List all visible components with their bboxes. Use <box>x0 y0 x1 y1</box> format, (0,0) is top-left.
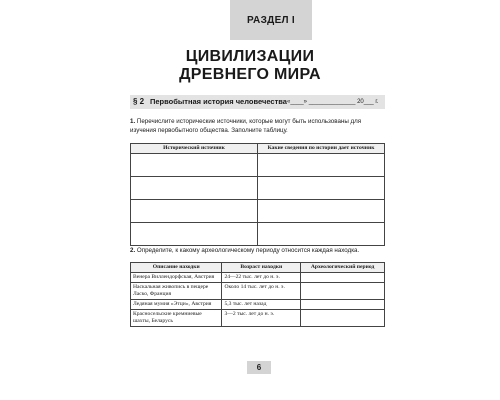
finding-description: Венера Виллендорфская, Австрия <box>131 273 222 283</box>
finding-period-answer[interactable] <box>301 300 385 310</box>
task2-text <box>130 247 386 256</box>
section-label: РАЗДЕЛ I <box>230 0 312 40</box>
finding-period-answer[interactable] <box>301 273 385 283</box>
table1-cell[interactable] <box>258 177 385 200</box>
table1-cell[interactable] <box>131 223 258 246</box>
chapter-title-line2: ДРЕВНЕГО МИРА <box>179 66 321 83</box>
table2-header-period: Археологический период <box>301 263 385 273</box>
findings-table <box>130 262 385 327</box>
finding-description: Ледяная мумия «Этци», Австрия <box>131 300 222 310</box>
table2-header-description: Описание находки <box>131 263 222 273</box>
task1-text <box>130 118 386 135</box>
finding-description: Наскальная живопись в пещере Ласко, Франция <box>131 283 222 300</box>
task1-instruction: Перечислите исторические источники, которые могут быть использованы для изучения первобытного общества. Заполните таблицу. <box>130 118 362 134</box>
table1-header-info: Какие сведения по истории дает источник <box>258 144 385 154</box>
finding-period-answer[interactable] <box>301 283 385 300</box>
table-row <box>131 310 385 327</box>
table1-cell[interactable] <box>131 154 258 177</box>
table1-cell[interactable] <box>131 177 258 200</box>
task2-number: 2. <box>130 247 136 254</box>
finding-age: 3—2 тыс. лет до н. э. <box>222 310 301 327</box>
finding-age: Около 14 тыс. лет до н. э. <box>222 283 301 300</box>
table-row <box>131 283 385 300</box>
table-row <box>131 177 385 200</box>
paragraph-number: § 2 <box>133 97 145 106</box>
table-row <box>131 154 385 177</box>
table1-cell[interactable] <box>258 223 385 246</box>
finding-description: Красносельские кремниевые шахты, Беларусь <box>131 310 222 327</box>
table-row <box>131 200 385 223</box>
table1-cell[interactable] <box>258 200 385 223</box>
table-row <box>131 300 385 310</box>
paragraph-title: Первобытная история человечества <box>150 97 287 106</box>
table-row <box>131 273 385 283</box>
table1-header-source: Исторический источник <box>131 144 258 154</box>
sources-table <box>130 143 385 246</box>
finding-period-answer[interactable] <box>301 310 385 327</box>
task2-instruction: Определите, к какому археологическому периоду относится каждая находка. <box>136 247 360 254</box>
table2-header-age: Возраст находки <box>222 263 301 273</box>
table1-cell[interactable] <box>258 154 385 177</box>
table-row <box>131 223 385 246</box>
date-line: «____» ______________ 20___ г. <box>287 99 379 105</box>
table1-cell[interactable] <box>131 200 258 223</box>
page-number: 6 <box>247 361 271 374</box>
chapter-title-line1: ЦИВИЛИЗАЦИИ <box>185 48 315 65</box>
task1-number: 1. <box>130 118 136 125</box>
finding-age: 24—22 тыс. лет до н. э. <box>222 273 301 283</box>
finding-age: 5,3 тыс. лет назад <box>222 300 301 310</box>
